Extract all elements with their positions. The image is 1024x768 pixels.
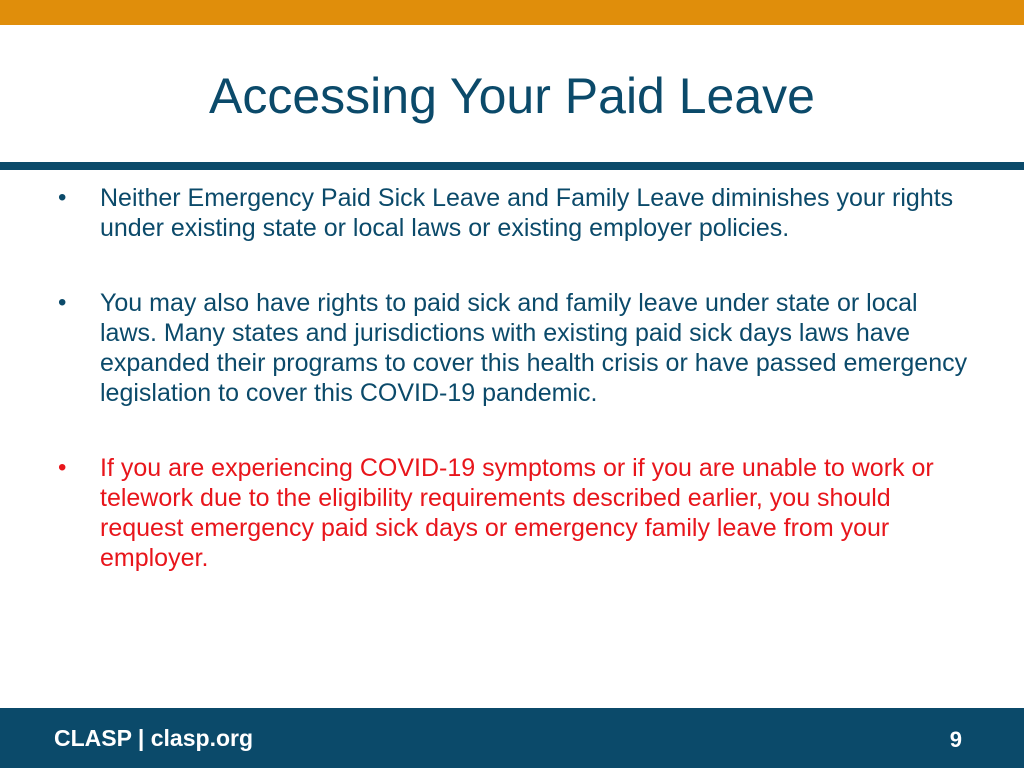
page-number: 9	[949, 727, 962, 752]
top-accent-bar	[0, 0, 1024, 25]
bullet-item-existing-rights	[56, 183, 976, 243]
bullet-text: If you are experiencing COVID-19 symptoms or if you are unable to work or telework due to the eligibility requirements described earlier, you should request emergency paid sick days or emergency family leave from your employer.	[100, 454, 934, 572]
bullet-text: You may also have rights to paid sick and family leave under state or local laws. Many states and jurisdictions with existing paid sick days laws have expanded their programs to cover this health crisis or have passed emergency legislation to cover this COVID-19 pandemic.	[100, 289, 968, 407]
slide-title: Accessing Your Paid Leave	[209, 68, 815, 124]
footer-bar	[0, 708, 1024, 768]
bullet-item-request-leave	[56, 453, 976, 573]
bullet-marker: •	[58, 184, 67, 211]
bullet-marker: •	[58, 454, 67, 481]
bullet-marker: •	[58, 289, 67, 316]
bullet-item-state-local-rights	[56, 288, 976, 408]
title-divider	[0, 162, 1024, 170]
bullet-text: Neither Emergency Paid Sick Leave and Family Leave diminishes your rights under existing state or local laws or existing employer policies.	[100, 184, 954, 242]
footer-brand: CLASP | clasp.org	[54, 725, 254, 751]
bullet-list	[56, 183, 976, 618]
